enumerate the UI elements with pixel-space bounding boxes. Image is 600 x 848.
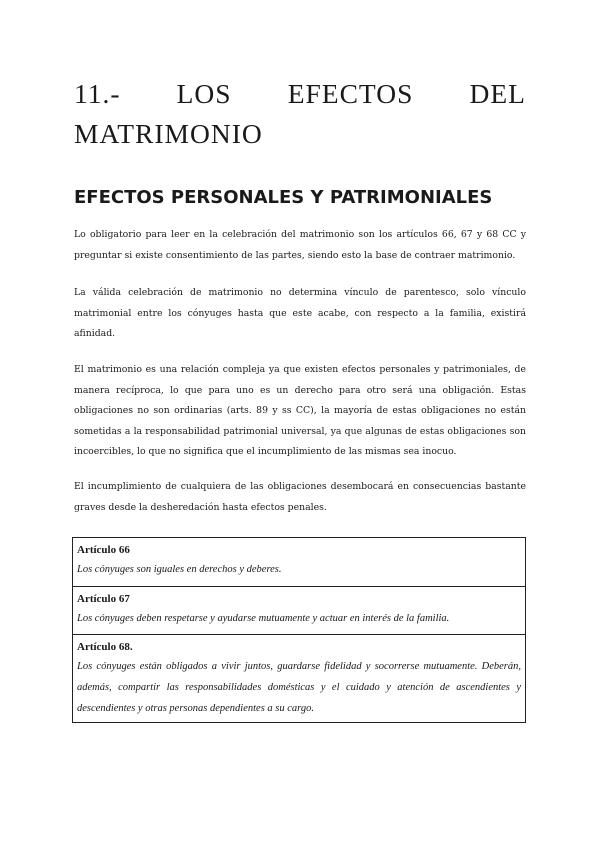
article-66-title: Artículo 66 (77, 544, 130, 556)
title-word-number: 11.- (74, 78, 121, 109)
article-68-cell (73, 634, 525, 722)
title-line-2: MATRIMONIO (74, 118, 263, 149)
paragraph-4: El incumplimiento de cualquiera de las obligaciones desembocará en consecuencias bastante graves desde la desheredación hasta efectos penales. (74, 481, 526, 513)
article-67-title: Artículo 67 (77, 593, 130, 605)
title-line-1 (74, 74, 526, 114)
title-word-los: LOS (176, 78, 232, 109)
articles-table (72, 537, 526, 723)
article-66-cell (73, 538, 525, 586)
article-68-text: Los cónyuges están obligados a vivir juntos, guardarse fidelidad y socorrerse mutuamente. Deberán, además, compartir las responsabilidades domésticas y el cuidado y atención de ascendientes y descendientes y otras personas dependientes a su cargo. (77, 661, 521, 714)
paragraph-3: El matrimonio es una relación compleja ya que existen efectos personales y patrimoniales, de manera recíproca, lo que para uno es un derecho para otro será una obligación. Estas obligaciones no son ordinarias (arts. 89 y ss CC), la mayoría de estas obligaciones no están sometidas a la responsabilidad patrimonial universal, ya que algunas de estas obligaciones son incoercibles, lo que no significa que el incumplimiento de las mismas sea inocuo. (74, 364, 526, 457)
article-67-cell (73, 586, 525, 634)
page-title (74, 74, 526, 154)
article-66-text: Los cónyuges son iguales en derechos y deberes. (77, 564, 282, 575)
paragraph-2: La válida celebración de matrimonio no determina vínculo de parentesco, solo vínculo matrimonial entre los cónyuges hasta que este acabe, con respecto a la familia, existirá afinidad. (74, 287, 526, 339)
title-word-efectos: EFECTOS (287, 78, 414, 109)
article-68-title: Artículo 68. (77, 641, 133, 653)
section-heading: EFECTOS PERSONALES Y PATRIMONIALES (74, 187, 493, 208)
article-67-text: Los cónyuges deben respetarse y ayudarse mutuamente y actuar en interés de la familia. (77, 613, 450, 624)
paragraph-1: Lo obligatorio para leer en la celebración del matrimonio son los artículos 66, 67 y 68 CC y preguntar si existe consentimiento de las partes, siendo esto la base de contraer matrimonio. (74, 229, 526, 261)
title-word-del: DEL (469, 78, 526, 109)
